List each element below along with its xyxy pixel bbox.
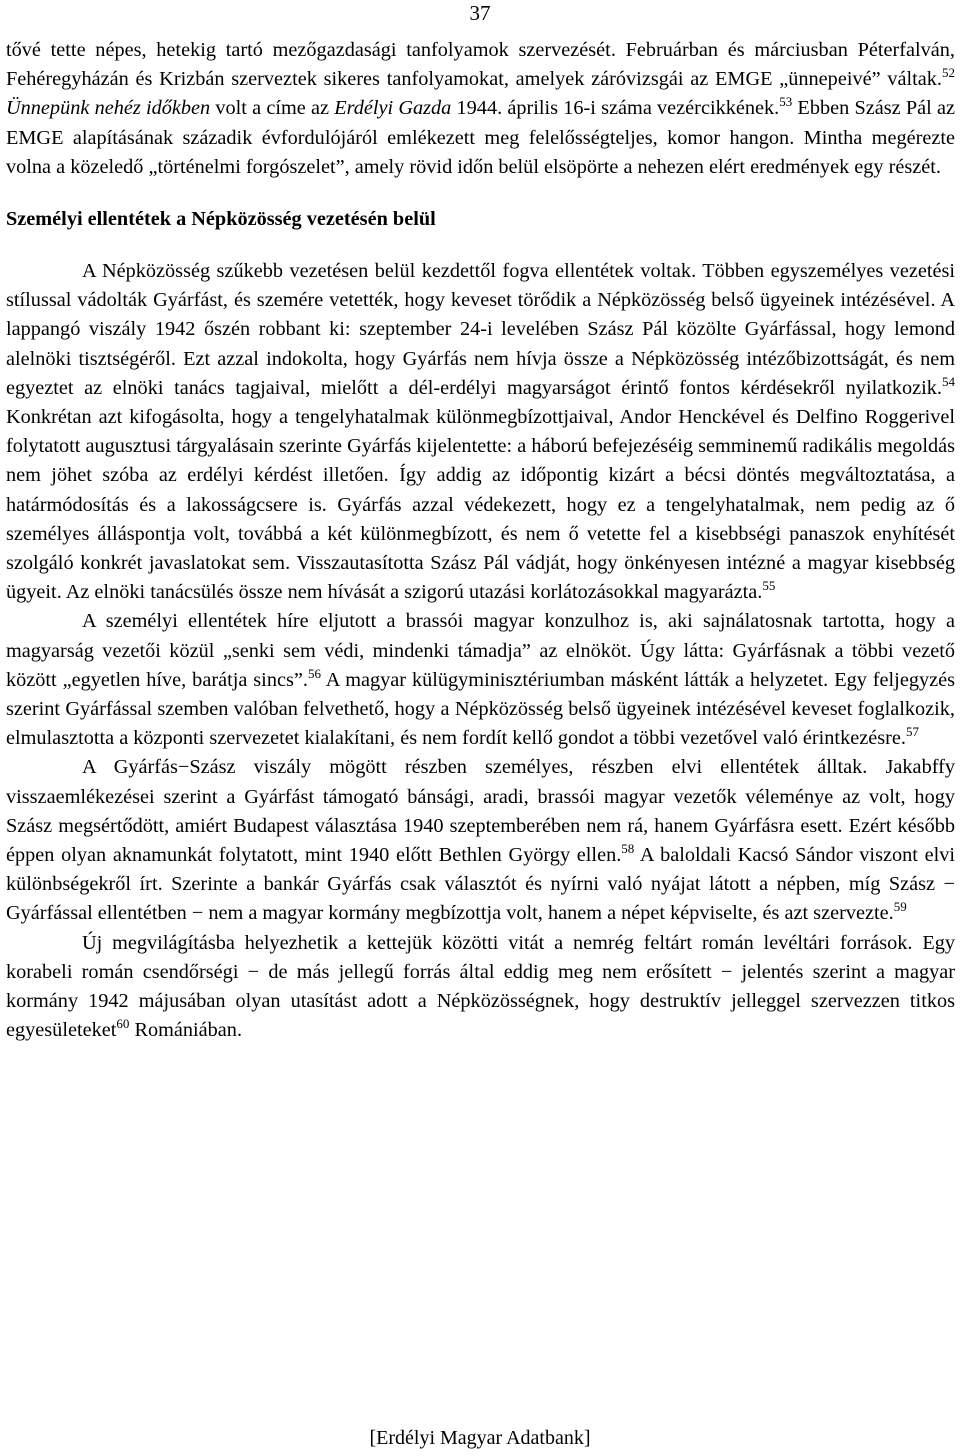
text-run: A baloldali Kacsó Sándor viszont elvi különbségekről írt. Szerinte a bankár Gyárfás csak választót és nyírni való nyájat látott a népben, míg Szász − Gyárfással ellentétben − nem a magyar kormány megbízottja volt, hanem a népet képviselte, és azt szervezte. [6,844,955,925]
section-heading: Személyi ellentétek a Népközösség vezetésén belül [6,208,436,231]
footnote-ref-58[interactable]: 58 [621,841,635,857]
paragraph-1 [6,36,955,182]
paragraph-4 [6,753,955,928]
text-run: tővé tette népes, hetekig tartó mezőgazdasági tanfolyamok szervezését. Februárban és márciusban Péterfalván, Fehéregyházán és Krizbán szerveztek sikeres tanfolyamokat, amelyek záróvizsgái az EMGE „ünnepeivé” váltak. [6,39,955,91]
text-run: A Gyárfás−Szász viszály mögött részben személyes, részben elvi ellentétek álltak. Jakabffy visszaemlékezései szerint a Gyárfást támogató bánsági, aradi, brassói magyar vezetők véleménye az volt, hogy Szász megsértődött, amiért Budapest választása 1940 szeptemberében nem rá, hanem Gyárfásra esett. Ezért később éppen olyan aknamunkát folytatott, mint 1940 előtt Bethlen György ellen. [6,756,955,867]
text-run: Konkrétan azt kifogásolta, hogy a tengelyhatalmak különmegbízottjaival, Andor Henckével és Delfino Roggerivel folytatott augusztusi tárgyalásain szerinte Gyárfás kijelentette: a háború befejezéséig semminemű radikális megoldás nem jöhet szóba az erdélyi kérdést illetően. Így addig az időpontig kizárt a bécsi döntés megváltoztatása, a határmódosítás és a lakosságcsere is. Gyárfás azzal védekezett, hogy ez a tengelyhatalmak, nem pedig az ő személyes álláspontja volt, továbbá a két különmegbízott, és nem ő vetette fel a kisebbségi panaszok enyhítését szolgáló konkrét javaslatokat sem. Visszautasította Szász Pál vádját, hogy önkényesen intézné a magyar kisebbség ügyeit. Az elnöki tanácsülés össze nem hívását a szigorú utazási korlátozásokkal magyarázta. [6,406,955,604]
text-run: volt a címe az [210,97,335,120]
text-run: A magyar külügyminisztériumban másként látták a helyzetet. Egy feljegyzés szerint Gyárfással szemben valóban felvethető, hogy a Népközösség belső ügyeinek intézésével keveset foglalkozik, elmulasztotta a központi szervezetet kialakítani, és nem fordít kellő gondot a többi vezetővel való érintkezésre. [6,668,955,750]
article-title: Ünnepünk nehéz időkben [6,97,211,120]
text-run: Új megvilágításba helyezhetik a kettejük közötti vitát a nemrég feltárt román levéltári források. Egy korabeli román csendőrségi − de más jellegű forrás által eddig meg nem erősített − jelentés szerint a magyar kormány 1942 májusában olyan utasítást adott a Népközösségnek, hogy destruktív jelleggel szervezzen titkos egyesületeket [6,931,955,1042]
document-body [6,36,955,1046]
footnote-ref-53[interactable]: 53 [779,94,793,110]
footnote-ref-57[interactable]: 57 [905,724,919,740]
footnote-ref-54[interactable]: 54 [942,373,955,389]
footnote-ref-56[interactable]: 56 [307,665,321,681]
footnote-ref-59[interactable]: 59 [893,899,907,915]
page-footer: [Erdélyi Magyar Adatbank] [369,1427,591,1449]
text-run: A személyi ellentétek híre eljutott a brassói magyar konzulhoz is, aki sajnálatosnak tartotta, hogy a magyarság vezetői közül „senki sem védi, mindenki támadja” az elnököt. Úgy látta: Gyárfásnak a többi vezető között „egyetlen híve, barátja sincs”. [6,610,955,691]
text-run: Romániában. [129,1019,243,1042]
paragraph-5 [6,929,955,1046]
footnote-ref-52[interactable]: 52 [942,65,955,81]
text-run: Ebben Szász Pál az EMGE alapításának századik évfordulójáról emlékezett meg felelősségteljes, komor hangon. Mintha megérezte volna a közeledő „történelmi forgószelet”, amely rövid időn belül elsöpörte a nehezen elért eredmények egy részét. [6,97,955,178]
footnote-ref-55[interactable]: 55 [762,578,776,594]
text-run: A Népközösség szűkebb vezetésen belül kezdettől fogva ellentétek voltak. Többen egyszemélyes vezetési stílussal vádolták Gyárfást, és szemére vetették, hogy keveset törődik a Népközösség belső ügyeinek intézésével. A lappangó viszály 1942 őszén robbant ki: szeptember 24-i levelében Szász Pál közölte Gyárfással, hogy lemond alelnöki tisztségéről. Ezt azzal indokolta, hogy Gyárfás nem hívja össze a Népközösség intézőbizottságát, és nem egyeztet az elnöki tanács tagjaival, mielőtt a dél-erdélyi magyarságot érintő fontos kérdésekről nyilatkozik. [6,260,955,399]
paragraph-2 [6,257,955,607]
page-number: 37 [469,1,491,25]
text-run: 1944. április 16-i száma vezércikkének. [451,97,780,120]
footnote-ref-60[interactable]: 60 [116,1016,130,1032]
paragraph-3 [6,607,955,753]
journal-title: Erdélyi Gazda [334,97,452,120]
